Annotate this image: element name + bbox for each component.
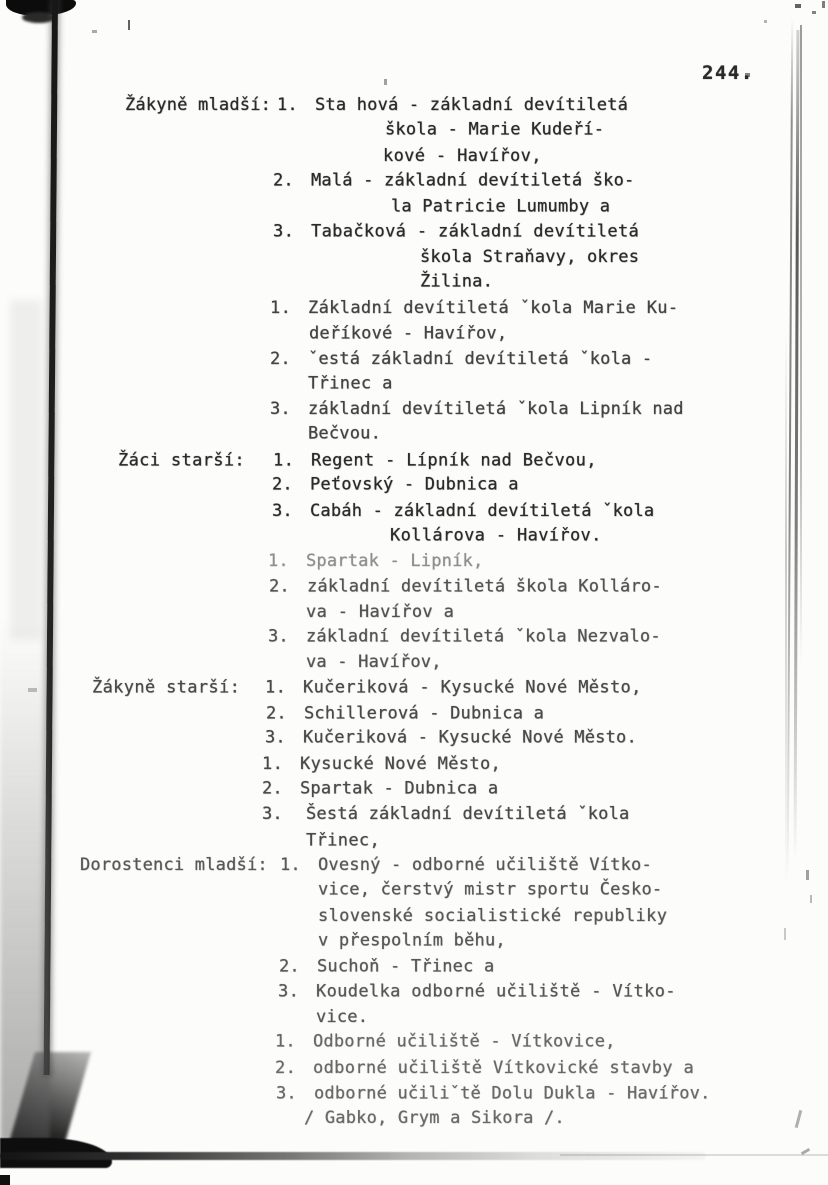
category-label: Žáci starší: [118,450,246,471]
text-line [0,1108,828,1134]
line-text: základní devítiletá ˇkola Lipník nad [308,399,684,419]
item-number: 2. [262,778,283,799]
text-line [1,1083,828,1109]
line-text: Odborné učiliště - Vítkovice, [313,1031,616,1052]
line-text: škola Straňavy, okres [420,247,640,267]
text-line [0,855,828,881]
line-text: Třinec, [306,830,381,851]
category-label: Dorostenci mladší: [80,855,268,875]
line-text: Kučeriková - Kysucké Nové Město, [303,677,642,698]
text-line [1,956,828,982]
line-text: Suchoň - Třinec a [317,956,495,977]
item-number: 2. [266,703,287,724]
scan-speck [795,4,801,8]
item-number: 3. [268,626,289,647]
scan-speck [92,30,97,33]
line-text: Šestá základní devítiletá ˇkola [306,804,630,824]
text-line [0,778,828,804]
line-text: Základní devítiletá ˇkola Marie Ku- [308,298,679,318]
text-line [0,906,828,932]
text-line [0,930,828,956]
item-number: 1. [277,95,298,115]
line-text: Kollárova - Havířov. [390,525,602,546]
item-number: 1. [275,1031,296,1052]
item-number: 2. [275,1058,297,1078]
text-line [1,830,828,856]
line-text: Bečvou. [308,423,382,444]
text-line [0,981,828,1007]
text-line [1,703,828,729]
text-line [0,146,828,172]
line-text: Malá - základní devítiletá ško- [311,170,635,191]
item-number: 3. [276,1083,297,1104]
text-line [0,1058,828,1084]
line-text: slovenské socialistické republiky [318,906,668,926]
text-line [0,804,828,830]
text-line [1,450,828,476]
text-line [0,349,828,375]
item-number: 3. [273,221,295,242]
line-text: / Gabko, Grym a Sikora /. [304,1108,565,1128]
line-text: základní devítiletá ˇkola Nezvalo- [306,626,661,647]
item-number: 2. [272,474,293,495]
line-text: odborné učiliště Vítkovické stavby a [313,1058,695,1078]
text-line [0,423,828,449]
text-line [0,399,828,425]
item-number: 3. [272,501,293,521]
bottom-scan-line-faint [560,1154,828,1156]
text-line [0,626,828,652]
line-text: va - Havířov, [306,652,442,672]
line-text: v přespolním běhu, [318,930,506,951]
line-text: Spartak - Lipník, [306,551,484,571]
scan-speck [764,20,767,23]
text-line [1,576,828,602]
line-text: Kučeriková - Kysucké Nové Město. [303,727,637,748]
line-text: odborné učiliˇtě Dolu Dukla - Havířov. [314,1083,711,1104]
line-text: Koudelka odborné učiliště - Vítko- [316,981,676,1002]
line-text: Třinec a [308,373,393,394]
text-line [0,525,828,551]
line-text: ˇestá základní devítiletá ˇkola - [308,349,653,369]
line-text: Sta hová - základní devítiletá [315,95,629,115]
line-text: škola - Marie Kudeří- [385,119,605,140]
text-line [0,652,828,678]
text-line [0,1031,828,1057]
text-line [0,602,828,628]
text-line [0,247,828,273]
line-text: Tabačková - základní devítiletá [311,221,640,242]
line-text: vice. [316,1007,369,1027]
text-line [0,170,828,196]
item-number: 2. [273,170,294,191]
text-line [1,323,828,349]
item-number: 2. [270,349,291,369]
scan-speck [812,11,816,14]
text-line [0,95,828,121]
line-text: Spartak - Dubnica a [300,778,499,799]
line-text: Schillerová - Dubnica a [304,703,545,724]
item-number: 3. [265,727,286,748]
page-number: 244. [702,62,754,84]
line-text: Ovesný - odborné učiliště Vítko- [318,855,652,875]
line-text: vice, čerstvý mistr sportu Česko- [318,879,663,900]
category-label: Žákyně starší: [92,677,241,698]
line-text: kové - Havířov, [383,146,542,166]
text-line [0,727,828,753]
line-text: la Patricie Lumumby a [391,196,611,217]
item-number: 3. [270,399,291,419]
line-text: Regent - Lípník nad Bečvou, [311,450,597,471]
text-line [0,271,828,297]
text-line [0,551,828,577]
item-number: 1. [270,298,292,318]
text-line [0,1007,828,1033]
scan-speck [822,1,825,8]
item-number: 3. [278,981,300,1002]
text-line [0,119,828,145]
text-line [0,677,828,703]
line-text: deříkové - Havířov, [309,323,508,344]
item-number: 1. [280,855,301,875]
text-line [0,501,828,527]
line-text: Žilina. [420,271,494,292]
line-text: Peťovský - Dubnica a [310,474,519,495]
line-text: základní devítiletá škola Kolláro- [307,576,662,597]
item-number: 2. [269,576,290,597]
scan-speck [384,79,387,85]
item-number: 1. [273,450,295,471]
text-line [0,474,828,500]
text-line [0,298,828,324]
text-line [1,196,828,222]
scan-speck [128,20,130,30]
item-number: 1. [268,551,289,571]
text-line [0,754,828,780]
text-line [0,879,828,905]
item-number: 2. [279,956,300,977]
line-text: va - Havířov a [306,602,455,622]
line-text: Cabáh - základní devítiletá ˇkola [310,501,655,521]
text-line [0,221,828,247]
item-number: 1. [265,677,287,698]
item-number: 3. [262,804,283,824]
text-line [0,373,828,399]
item-number: 1. [262,754,284,774]
line-text: Kysucké Nové Město, [300,754,502,774]
category-label: Žákyně mladší: [125,95,272,115]
